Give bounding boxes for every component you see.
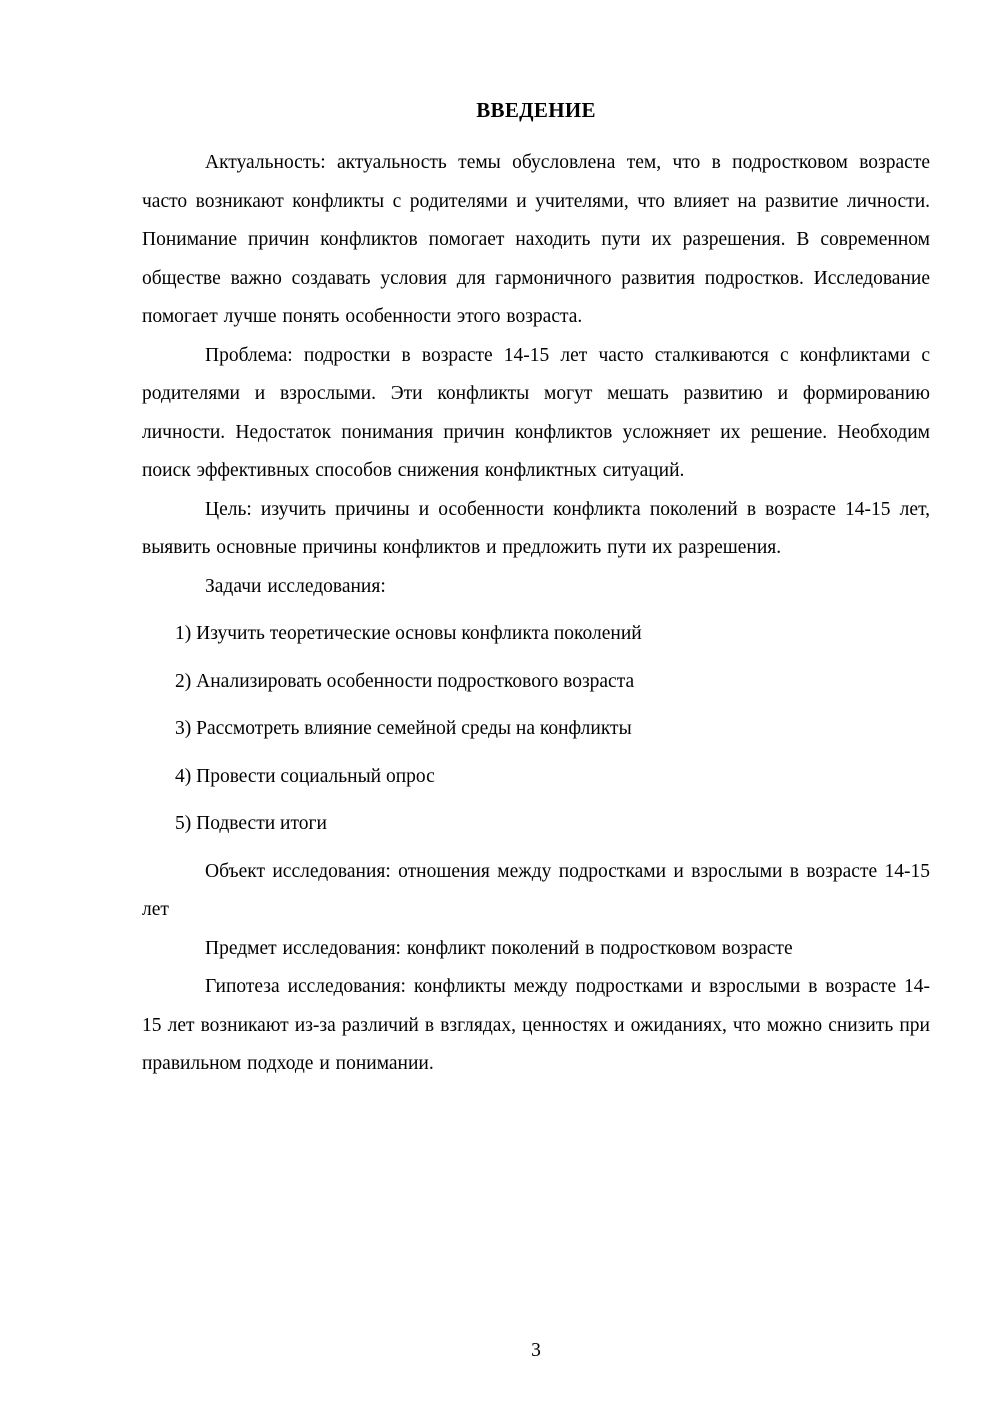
problem-paragraph: Проблема: подростки в возрасте 14-15 лет часто сталкиваются с конфликтами с родителями и взрослыми. Эти конфликты могут мешать развитию и формированию личности. Недостаток понимания причин конфликтов усложняет их решение. Необходим поиск эффективных способов снижения конфликтных ситуаций. [142, 344, 930, 481]
task-item-5: 5) Подвести итоги [175, 813, 327, 834]
task-item-3: 3) Рассмотреть влияние семейной среды на конфликты [175, 718, 632, 739]
task-item-1: 1) Изучить теоретические основы конфликта поколений [175, 623, 642, 644]
tasks-heading: Задачи исследования: [205, 575, 386, 597]
goal-paragraph: Цель: изучить причины и особенности конфликта поколений в возрасте 14-15 лет, выявить основные причины конфликтов и предложить пути их разрешения. [142, 498, 930, 558]
hypothesis-paragraph: Гипотеза исследования: конфликты между подростками и взрослыми в возрасте 14-15 лет возникают из-за различий в взглядах, ценностях и ожиданиях, что можно снизить при правильном подходе и понимании. [142, 976, 930, 1074]
subject-paragraph: Предмет исследования: конфликт поколений в подростковом возрасте [205, 937, 793, 959]
task-item-4: 4) Провести социальный опрос [175, 765, 435, 787]
page-title: ВВЕДЕНИЕ [476, 98, 596, 122]
object-paragraph: Объект исследования: отношения между подростками и взрослыми в возрасте 14-15 лет [142, 860, 930, 920]
relevance-paragraph: Актуальность: актуальность темы обусловлена тем, что в подростковом возрасте часто возникают конфликты с родителями и учителями, что влияет на развитие личности. Понимание причин конфликтов помогает находить пути их разрешения. В современном обществе важно создавать условия для гармоничного развития подростков. Исследование помогает лучше понять особенности этого возраста. [142, 152, 930, 327]
tasks-list [175, 615, 930, 844]
page-number: 3 [531, 1340, 541, 1361]
task-item-2: 2) Анализировать особенности подросткового возраста [175, 670, 635, 692]
